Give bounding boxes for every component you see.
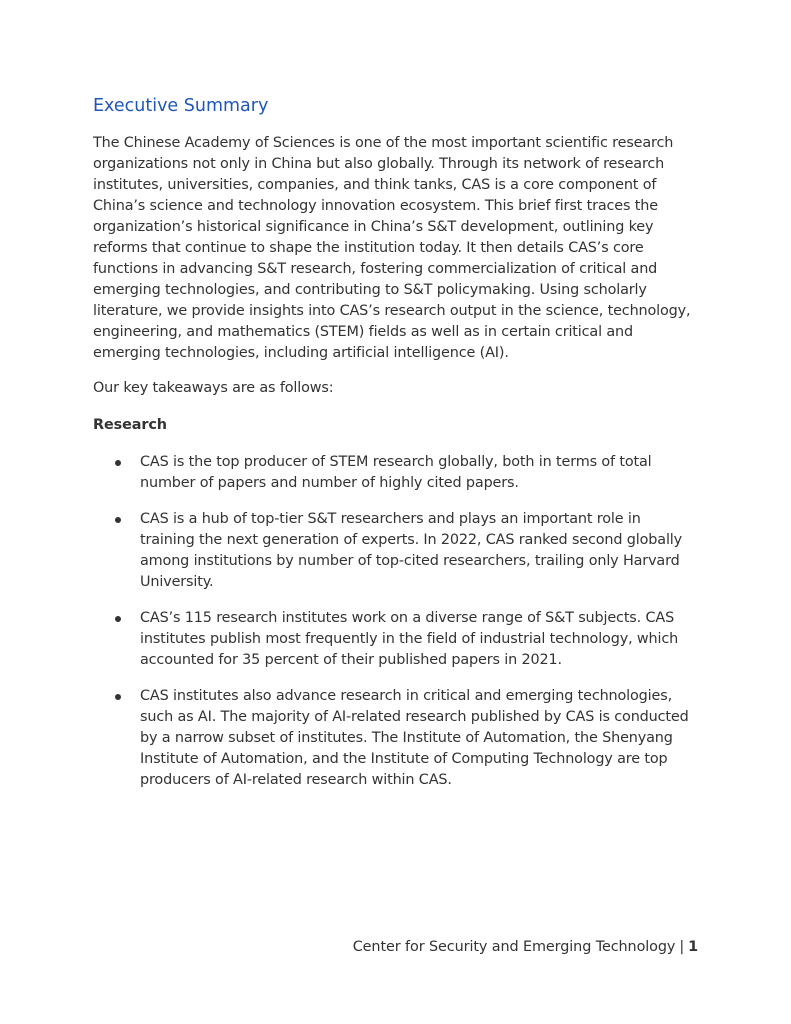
takeaway-item: [93, 452, 699, 494]
footer-organization: Center for Security and Emerging Technology: [352, 939, 676, 955]
takeaway-item: [93, 686, 699, 791]
page-number: 1: [688, 939, 698, 955]
bullet-dot-icon: [115, 616, 121, 622]
bullet-dot-icon: [115, 517, 121, 523]
page-title: Executive Summary: [93, 96, 269, 116]
footer-separator: |: [679, 939, 685, 955]
takeaway-text: CAS institutes also advance research in critical and emerging technologies, such as AI. The majority of AI-related research published by CAS is conducted by a narrow subset of institutes. The Institute of Automation, the Shenyang Institute of Automation, and the Institute of Computing Technology are top producers of AI-related research within CAS.: [140, 688, 689, 788]
takeaway-text: CAS’s 115 research institutes work on a diverse range of S&T subjects. CAS institutes publish most frequently in the field of industrial technology, which accounted for 35 percent of their published papers in 2021.: [140, 610, 679, 668]
takeaways-list: [93, 452, 699, 791]
takeaways-intro: Our key takeaways are as follows:: [93, 380, 334, 396]
bullet-dot-icon: [115, 460, 121, 466]
takeaway-item: [93, 608, 699, 671]
intro-paragraph: The Chinese Academy of Sciences is one of the most important scientific research organizations not only in China but also globally. Through its network of research institutes, universities, companies, and think tanks, CAS is a core component of China’s science and technology innovation ecosystem. This brief first traces the organization’s historical significance in China’s S&T development, outlining key reforms that continue to shape the institution today. It then details CAS’s core functions in advancing S&T research, fostering commercialization of critical and emerging technologies, and contributing to S&T policymaking. Using scholarly literature, we provide insights into CAS’s research output in the science, technology, engineering, and mathematics (STEM) fields as well as in certain critical and emerging technologies, including artificial intelligence (AI).: [93, 135, 691, 361]
page-content: [93, 94, 699, 791]
bullet-dot-icon: [115, 694, 121, 700]
takeaway-item: [93, 509, 699, 593]
takeaway-text: CAS is the top producer of STEM research globally, both in terms of total number of papers and number of highly cited papers.: [140, 454, 652, 491]
page-footer: [353, 937, 698, 958]
section-heading-research: Research: [93, 417, 167, 433]
takeaway-text: CAS is a hub of top-tier S&T researchers and plays an important role in training the next generation of experts. In 2022, CAS ranked second globally among institutions by number of top-cited researchers, trailing only Harvard University.: [140, 511, 683, 590]
